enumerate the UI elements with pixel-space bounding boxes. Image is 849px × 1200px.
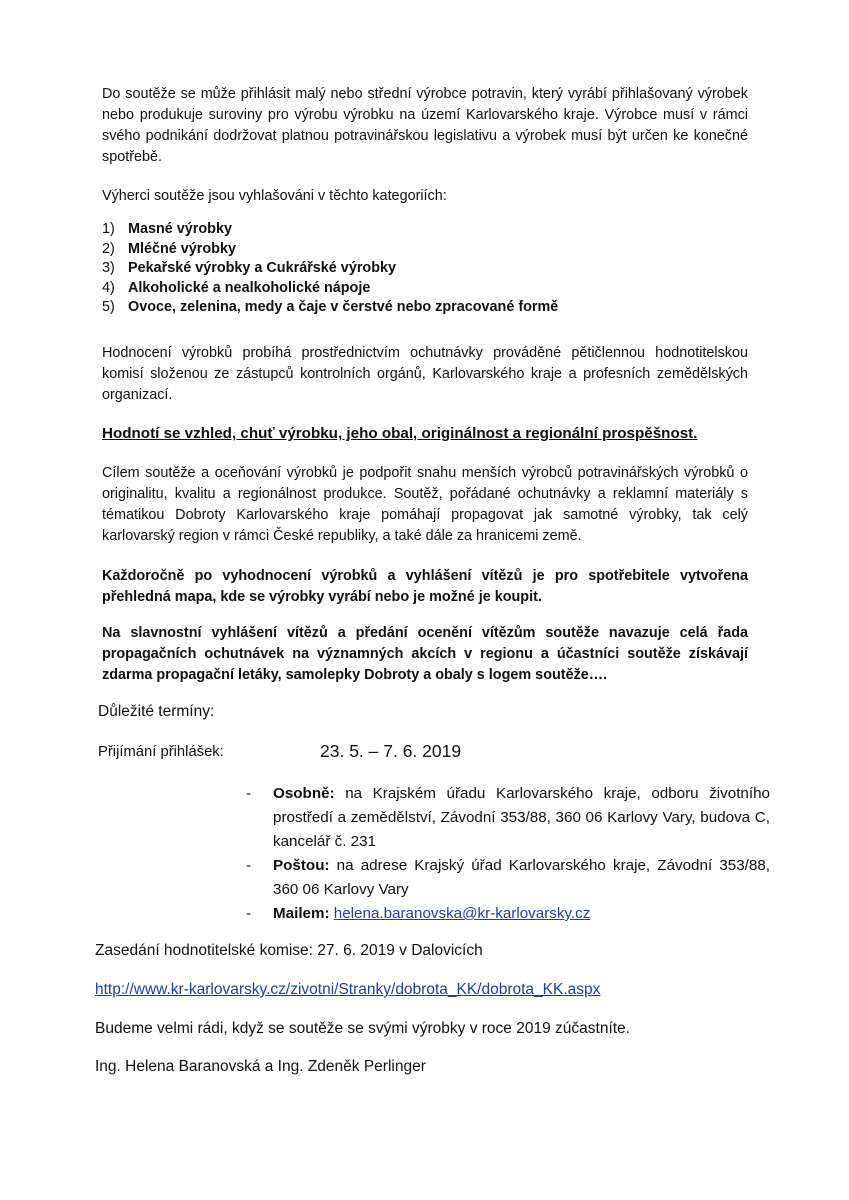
applications-label: Přijímání přihlášek:	[98, 744, 224, 760]
goal-paragraph: Cílem soutěže a oceňování výrobků je podpořit snahu menších výrobců potravinářských výrobků o originalitu, kvalitu a regionálnost produkce. Soutěž, pořádané ochutnávky a reklamní materiály s tématikou Dobroty Karlovarského kraje pomáhají propagovat jak samotné výrobky, tak celý karlovarský region v rámci České republiky, a také dále za hranicemi země.	[102, 465, 748, 544]
submission-methods-list	[246, 782, 770, 926]
signature: Ing. Helena Baranovská a Ing. Zdeněk Perlinger	[95, 1058, 426, 1075]
website-link[interactable]: http://www.kr-karlovarsky.cz/zivotni/Stranky/dobrota_KK/dobrota_KK.aspx	[95, 981, 601, 998]
committee-meeting: Zasedání hodnotitelské komise: 27. 6. 2019 v Dalovicích	[95, 942, 483, 959]
category-number: 1)	[102, 221, 115, 237]
email-link[interactable]: helena.baranovska@kr-karlovarsky.cz	[333, 905, 591, 922]
category-number: 4)	[102, 279, 115, 296]
evaluation-paragraph: Hodnocení výrobků probíhá prostřednictvím ochutnávky prováděné pětičlennou hodnotitelskou komisí složenou ze zástupců kontrolních orgánů, Karlovarského kraje a profesních zemědělských organizací.	[102, 345, 748, 403]
category-number: 5)	[102, 299, 115, 315]
submission-method-item	[246, 902, 770, 926]
criteria-heading: Hodnotí se vzhled, chuť výrobku, jeho obal, originálnost a regionální prospěšnost.	[102, 425, 698, 442]
category-item	[102, 298, 558, 318]
bullet-dash: -	[246, 785, 252, 802]
submission-method-label: Poštou:	[273, 857, 330, 874]
category-label: Pekařské výrobky a Cukrářské výrobky	[128, 260, 397, 276]
category-item	[102, 220, 558, 240]
invitation-text: Budeme velmi rádi, když se soutěže se svými výrobky v roce 2019 zúčastníte.	[95, 1020, 630, 1037]
submission-method-label: Osobně:	[273, 785, 335, 802]
category-item	[102, 259, 558, 279]
applications-dates: 23. 5. – 7. 6. 2019	[320, 741, 462, 761]
category-item	[102, 240, 558, 260]
category-label: Mléčné výrobky	[128, 240, 236, 257]
submission-method-text: na adrese Krajský úřad Karlovarského kraje, Závodní 353/88, 360 06 Karlovy Vary	[273, 857, 770, 898]
category-label: Ovoce, zelenina, medy a čaje v čerstvé nebo zpracované formě	[128, 299, 559, 315]
intro-paragraph: Do soutěže se může přihlásit malý nebo střední výrobce potravin, který vyrábí přihlašovaný výrobek nebo produkuje suroviny pro výrobu výrobku na území Karlovarského kraje. Výrobce musí v rámci svého podnikání dodržovat platnou potravinářskou legislativu a výrobek musí být určen ke konečné spotřebě.	[102, 86, 748, 165]
submission-method-label: Mailem:	[273, 905, 330, 922]
category-item	[102, 279, 558, 299]
submission-method-item	[246, 782, 770, 854]
categories-intro: Výherci soutěže jsou vyhlašováni v těchto kategoriích:	[102, 188, 447, 204]
categories-list	[102, 220, 558, 318]
map-note: Každoročně po vyhodnocení výrobků a vyhlášení vítězů je pro spotřebitele vytvořena přehledná mapa, kde se výrobky vyrábí nebo je možné je koupit.	[102, 568, 748, 605]
category-number: 2)	[102, 240, 115, 257]
bullet-dash: -	[246, 857, 252, 874]
category-number: 3)	[102, 260, 115, 276]
bullet-dash: -	[246, 905, 252, 922]
important-dates-label: Důležité termíny:	[98, 703, 215, 720]
submission-method-item	[246, 854, 770, 902]
submission-method-text: na Krajském úřadu Karlovarského kraje, odboru životního prostředí a zemědělství, Závodní 353/88, 360 06 Karlovy Vary, budova C, kancelář č. 231	[273, 785, 770, 850]
category-label: Alkoholické a nealkoholické nápoje	[128, 279, 371, 296]
category-label: Masné výrobky	[128, 221, 232, 237]
ceremony-note: Na slavnostní vyhlášení vítězů a předání ocenění vítězům soutěže navazuje celá řada propagačních ochutnávek na významných akcích v regionu a účastníci soutěže získávají zdarma propagační letáky, samolepky Dobroty a obaly s logem soutěže….	[102, 625, 748, 683]
